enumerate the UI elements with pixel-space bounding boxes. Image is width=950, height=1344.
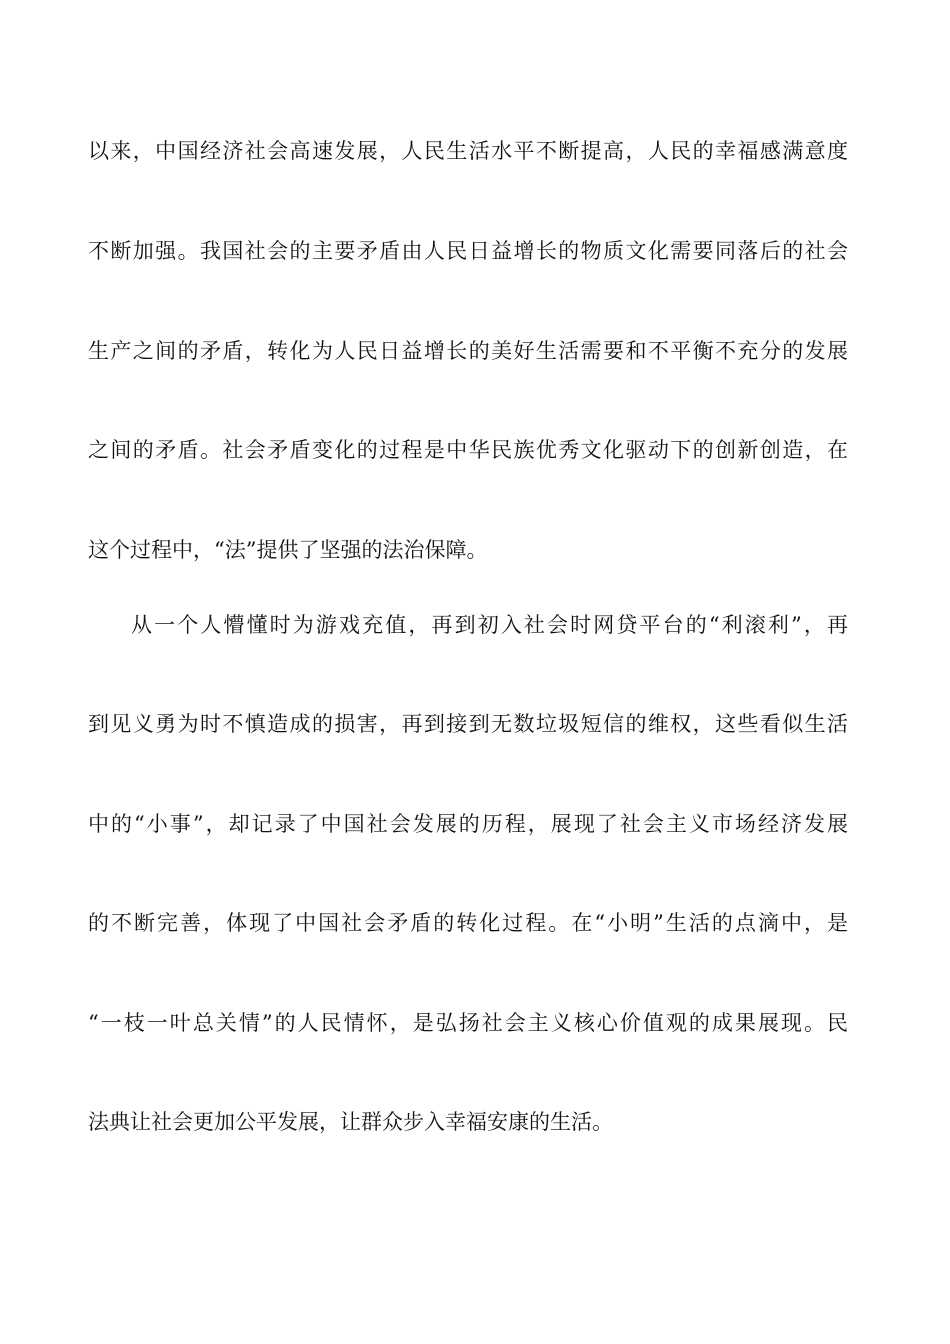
paragraph-line: 以来，中国经济社会高速发展，人民生活水平不断提高，人民的幸福感满意度 [88,139,848,163]
paragraph-line: 到见义勇为时不慎造成的损害，再到接到无数垃圾短信的维权，这些看似生活 [88,712,848,736]
paragraph-line: “一枝一叶总关情”的人民情怀，是弘扬社会主义核心价值观的成果展现。民 [88,1011,848,1035]
paragraph-line: 这个过程中，“法”提供了坚强的法治保障。 [88,538,488,562]
paragraph-line: 法典让社会更加公平发展，让群众步入幸福安康的生活。 [88,1110,613,1134]
paragraph-line: 中的“小事”，却记录了中国社会发展的历程，展现了社会主义市场经济发展 [88,812,848,836]
paragraph-line: 的不断完善，体现了中国社会矛盾的转化过程。在“小明”生活的点滴中，是 [88,911,848,935]
paragraph-line: 之间的矛盾。社会矛盾变化的过程是中华民族优秀文化驱动下的创新创造，在 [88,438,848,462]
paragraph-line: 从一个人懵懂时为游戏充值，再到初入社会时网贷平台的“利滚利”，再 [131,613,848,637]
paragraph-line: 不断加强。我国社会的主要矛盾由人民日益增长的物质文化需要同落后的社会 [88,239,848,263]
paragraph-line: 生产之间的矛盾，转化为人民日益增长的美好生活需要和不平衡不充分的发展 [88,339,848,363]
